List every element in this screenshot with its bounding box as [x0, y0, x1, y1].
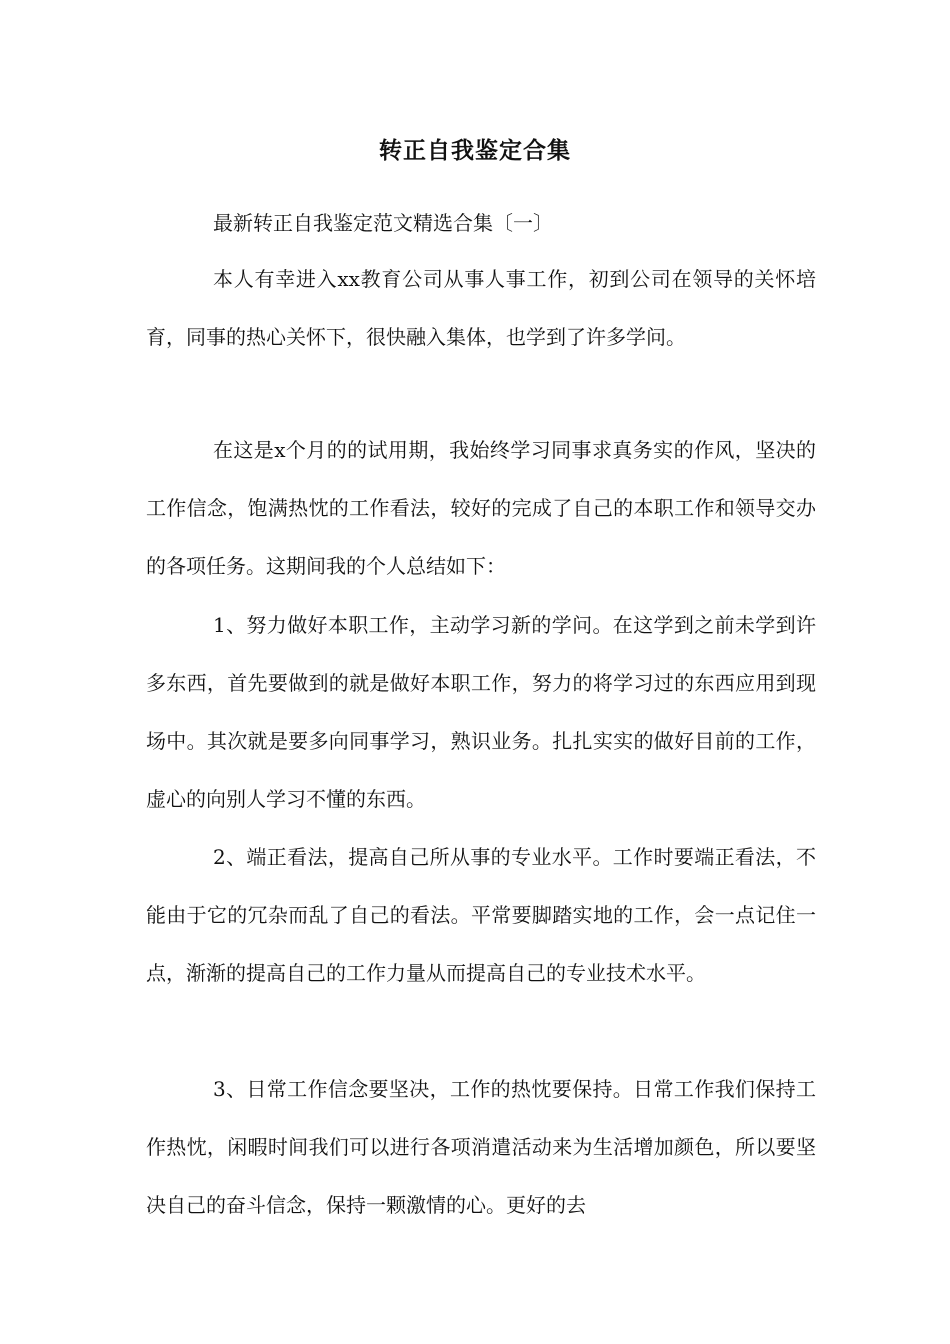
document-title: 转正自我鉴定合集	[379, 137, 571, 164]
paragraph-intro: 本人有幸进入xx教育公司从事人事工作，初到公司在领导的关怀培育，同事的热心关怀下，很快融入集体，也学到了许多学问。	[146, 267, 816, 349]
document-subtitle: 最新转正自我鉴定范文精选合集〔一〕	[213, 211, 553, 235]
paragraph-point-3: 3、日常工作信念要坚决，工作的热忱要保持。日常工作我们保持工作热忱，闲暇时间我们可以进行各项消遣活动来为生活增加颜色，所以要坚决自己的奋斗信念，保持一颗激情的心。更好的去	[146, 1077, 816, 1217]
paragraph-point-1: 1、努力做好本职工作，主动学习新的学问。在这学到之前未学到许多东西，首先要做到的就是做好本职工作，努力的将学习过的东西应用到现场中。其次就是要多向同事学习，熟识业务。扎扎实实的做好目前的工作，虚心的向别人学习不懂的东西。	[146, 613, 816, 811]
paragraph-point-2: 2、端正看法，提高自己所从事的专业水平。工作时要端正看法，不能由于它的冗杂而乱了自己的看法。平常要脚踏实地的工作，会一点记住一点，渐渐的提高自己的工作力量从而提高自己的专业技术水平。	[146, 845, 816, 985]
paragraph-probation: 在这是x个月的的试用期，我始终学习同事求真务实的作风，坚决的工作信念，饱满热忱的工作看法，较好的完成了自己的本职工作和领导交办的各项任务。这期间我的个人总结如下：	[146, 438, 816, 578]
